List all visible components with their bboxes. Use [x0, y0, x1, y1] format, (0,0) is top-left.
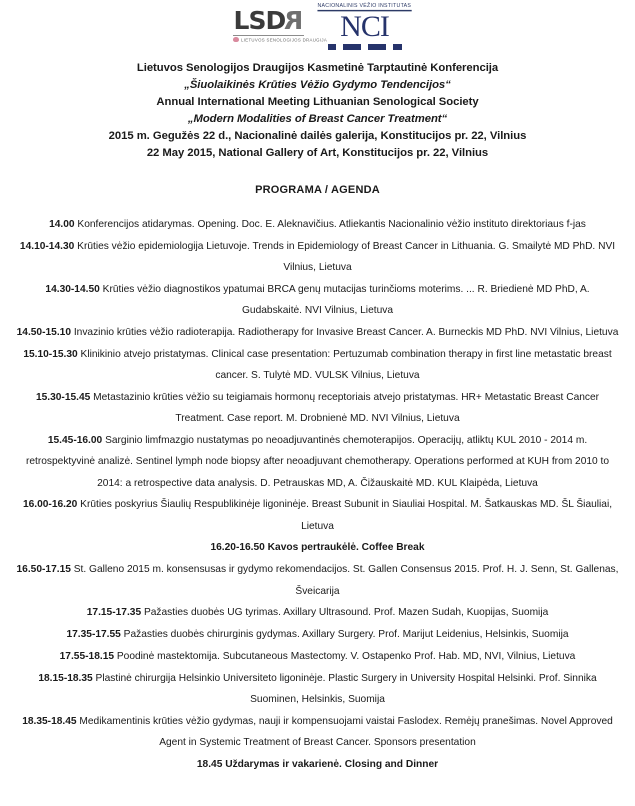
agenda-item-text: Invazinio krūties vėžio radioterapija. Radiotherapy for Invasive Breast Cancer. A. Burneckis MD PhD. NVI Vilnius, Lietuva: [71, 326, 619, 338]
agenda-item-time: 18.35-18.45: [22, 715, 77, 727]
agenda-item-text: St. Galleno 2015 m. konsensusas ir gydymo rekomendacijos. St. Gallen Consensus 2015. Prof. H. J. Senn, St. Gallenas, Šveicarija: [70, 564, 619, 597]
agenda-item-text: Metastazinio krūties vėžio su teigiamais hormonų receptoriais atvejo pristatymas. HR+ Metastatic Breast Cancer Treatment. Case report. M. Drobnienė MD. NVI Vilnius, Lietuva: [90, 391, 600, 425]
agenda-item-time: 15.30-15.45: [35, 391, 91, 403]
agenda-list: [14, 214, 621, 775]
lsdr-wordmark: [234, 8, 304, 33]
title-line: „Modern Modalities of Breast Cancer Treatment“: [187, 113, 448, 125]
nci-wordmark: NCI: [340, 10, 389, 43]
lsdr-tagline-row: [233, 35, 327, 43]
agenda-item: [14, 711, 621, 754]
agenda-item-time: 17.55-18.15: [59, 650, 115, 662]
agenda-item-text: Pažasties duobės UG tyrimas. Axillary Ultrasound. Prof. Mazen Sudah, Kuopijas, Suomija: [141, 607, 549, 619]
agenda-item-text: Poodinė mastektomija. Subcutaneous Mastectomy. V. Ostapenko Prof. Hab. MD, NVI, Vilnius, Lietuva: [114, 650, 576, 662]
agenda-item-text: Krūties vėžio diagnostikos ypatumai BRCA genų mutacijas turinčioms moterims. ... R. Briedienė MD PhD, A. Gudabskaitė. NVI Vilnius, Lietuva: [99, 283, 590, 317]
lsdr-tagline: LIETUVOS SENOLOGIJOS DRAUGIJA: [240, 36, 327, 43]
agenda-item: [14, 624, 621, 645]
agenda-item: [14, 668, 621, 711]
agenda-item: [14, 387, 621, 430]
nci-institute-name: NACIONALINIS VĖŽIO INSTITUTAS: [318, 3, 412, 12]
agenda-item: [14, 602, 621, 623]
lsdr-wordmark-r: R: [285, 6, 304, 35]
agenda-item: [14, 494, 621, 537]
agenda-item-time: 14.30-14.50: [45, 283, 100, 295]
nci-logo: [317, 2, 412, 50]
agenda-item-text: Medikamentinis krūties vėžio gydymas, nauji ir kompensuojami vaistai Faslodex. Remėjų pranešimas. Novel Approved Agent in Systemic Treatment of Breast Cancer. Sponsors presentation: [76, 715, 613, 749]
agenda-item-text: Plastinė chirurgija Helsinkio Universiteto ligoninėje. Plastic Surgery in University Hospital Helsinki. Prof. Sinnika Suominen, Helsinkis, Suomija: [92, 672, 597, 706]
title-line: 2015 m. Gegužės 22 d., Nacionalinė dailės galerija, Konstitucijos pr. 22, Vilnius: [108, 130, 527, 142]
agenda-item-text: Sarginio limfmazgio nustatymas po neoadjuvantinės chemoterapijos. Operacijų, atliktų KUL 2010 - 2014 m. retrospektyvinė analizė. Sentinel lymph node biopsy after neoadjuvant chemotherapy. Operations performed at KUH from 2010 to 2014: a retrospective data analysis. D. Petrauskas MD, A. Čižauskaitė MD. KUL Klaipėda, Lietuva: [25, 434, 610, 489]
agenda-item-time: 14.50-15.10: [16, 326, 71, 338]
agenda-item: [14, 646, 621, 667]
nci-bar-gap: [386, 44, 393, 50]
agenda-item-text: Uždarymas ir vakarienė. Closing and Dinner: [222, 758, 439, 770]
agenda-item-time: 18.15-18.35: [38, 672, 93, 684]
lsdr-wordmark-main: LSD: [233, 6, 286, 35]
agenda-item: [14, 322, 621, 343]
title-line: „Šiuolaikinės Krūties Vėžio Gydymo Tendencijos“: [184, 79, 451, 91]
agenda-item-time: 17.35-17.55: [66, 629, 121, 641]
nci-bar-gap: [336, 44, 343, 50]
conference-title-block: [14, 60, 621, 162]
agenda-item: [14, 537, 621, 558]
title-line: Annual International Meeting Lithuanian Senological Society: [156, 96, 479, 108]
ribbon-icon: [233, 37, 239, 42]
agenda-item-text: Konferencijos atidarymas. Opening. Doc. E. Aleknavičius. Atliekantis Nacionalinio vėžio instituto direktoriaus f-jas: [74, 219, 586, 230]
agenda-item-time: 14.10-14.30: [19, 240, 75, 252]
agenda-item: [14, 214, 621, 235]
agenda-item-time: 16.20-16.50: [210, 542, 265, 554]
agenda-item-time: 15.10-15.30: [23, 348, 78, 360]
agenda-heading: PROGRAMA / AGENDA: [255, 184, 380, 196]
lsdr-logo: [230, 2, 327, 43]
logo-band: [14, 0, 621, 54]
agenda-item-text: Krūties vėžio epidemiologija Lietuvoje. Trends in Epidemiology of Breast Cancer in Lithuania. G. Smailytė MD PhD. NVI Vilnius, Lietuva: [74, 240, 616, 274]
agenda-item-text: Krūties poskyrius Šiaulių Respublikinėje ligoninėje. Breast Subunit in Siauliai Hospital. M. Šatkauskas MD. ŠL Šiauliai, Lietuva: [77, 499, 613, 532]
title-line: 22 May 2015, National Gallery of Art, Konstitucijos pr. 22, Vilnius: [146, 147, 489, 159]
agenda-item-time: 18.45: [196, 758, 223, 770]
agenda-item-time: 15.45-16.00: [47, 434, 103, 446]
agenda-item: [14, 559, 621, 602]
title-line: Lietuvos Senologijos Draugijos Kasmetinė Tarptautinė Konferencija: [136, 62, 499, 74]
agenda-item-text: Kavos pertraukėlė. Coffee Break: [264, 542, 425, 554]
agenda-item-time: 14.00: [49, 219, 75, 230]
agenda-item: [14, 754, 621, 775]
nci-bar-decoration: [328, 44, 402, 50]
agenda-item: [14, 430, 621, 494]
agenda-item-time: 16.50-17.15: [16, 564, 71, 576]
agenda-item-time: 16.00-16.20: [22, 499, 78, 511]
agenda-item: [14, 344, 621, 387]
agenda-item-text: Klinikinio atvejo pristatymas. Clinical case presentation: Pertuzumab combination therapy in first line metastatic breast cancer. S. Tulytė MD. VULSK Vilnius, Lietuva: [77, 348, 612, 382]
agenda-item-text: Pažasties duobės chirurginis gydymas. Axillary Surgery. Prof. Marijut Leidenius, Helsinkis, Suomija: [120, 629, 569, 641]
nci-bar-gap: [361, 44, 368, 50]
agenda-item: [14, 279, 621, 322]
agenda-item: [14, 236, 621, 279]
agenda-item-time: 17.15-17.35: [86, 607, 142, 619]
